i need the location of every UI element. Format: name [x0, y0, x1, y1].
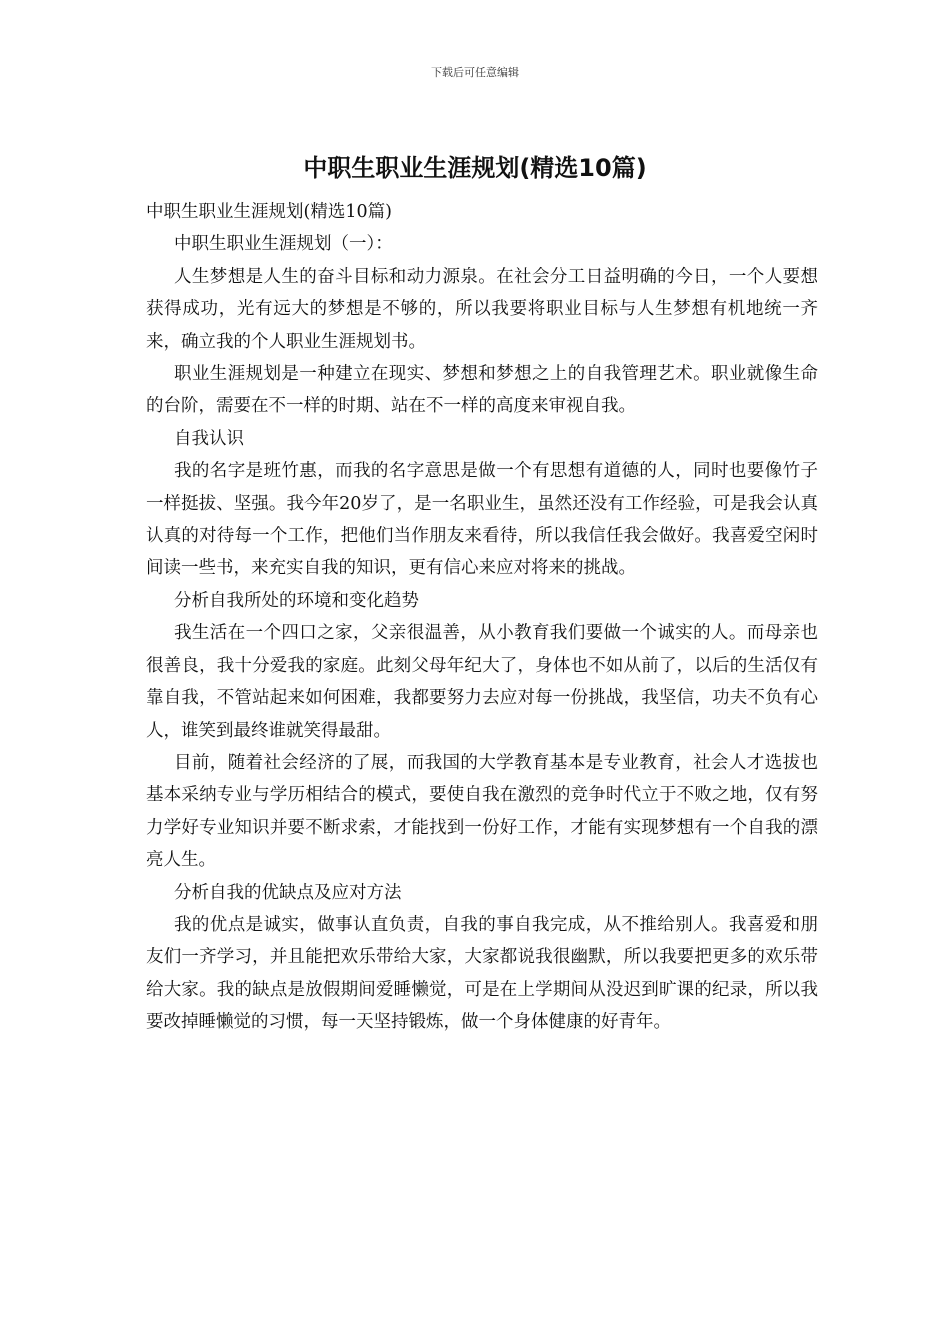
paragraph: 我生活在一个四口之家，父亲很温善，从小教育我们要做一个诚实的人。而母亲也很善良，我十分爱我的家庭。此刻父母年纪大了，身体也不如从前了，以后的生活仅有靠自我，不管站起来如何困难，我都要努力去应对每一份挑战，我坚信，功夫不负有心人，谁笑到最终谁就笑得最甜。: [146, 623, 818, 741]
paragraph: 人生梦想是人生的奋斗目标和动力源泉。在社会分工日益明确的今日，一个人要想获得成功，光有远大的梦想是不够的，所以我要将职业目标与人生梦想有机地统一齐来，确立我的个人职业生涯规划书。: [146, 266, 818, 352]
paragraph-subtitle: 中职生职业生涯规划(精选10篇): [146, 202, 392, 222]
paragraph: 目前，随着社会经济的了展，而我国的大学教育基本是专业教育，社会人才选拔也基本采纳专业与学历相结合的模式，要使自我在激烈的竞争时代立于不败之地，仅有努力学好专业知识并要不断求索，才能找到一份好工作，才能有实现梦想有一个自我的漂亮人生。: [146, 752, 818, 871]
paragraph: 职业生涯规划是一种建立在现实、梦想和梦想之上的自我管理艺术。职业就像生命的台阶，需要在不一样的时期、站在不一样的高度来审视自我。: [146, 364, 818, 417]
paragraph: 我的优点是诚实，做事认直负责，自我的事自我完成，从不推给别人。我喜爱和朋友们一齐学习，并且能把欢乐带给大家，大家都说我很幽默，所以我要把更多的欢乐带给大家。我的缺点是放假期间爱睡懒觉，可是在上学期间从没迟到旷课的纪录，所以我要改掉睡懒觉的习惯，每一天坚持锻炼，做一个身体健康的好青年。: [146, 914, 818, 1033]
document-title: 中职生职业生涯规划(精选10篇): [303, 154, 647, 182]
page-header-note: 下载后可任意编辑: [431, 66, 519, 79]
paragraph-heading-self-knowledge: 自我认识: [174, 428, 244, 449]
paragraph-section-heading: 中职生职业生涯规划（一）：: [174, 234, 393, 255]
paragraph-heading-strengths: 分析自我的优缺点及应对方法: [174, 882, 402, 903]
document-body: [146, 196, 818, 1039]
paragraph: 我的名字是班竹惠，而我的名字意思是做一个有思想有道德的人，同时也要像竹子一样挺拔、坚强。我今年20岁了，是一名职业生，虽然还没有工作经验，可是我会认真认真的对待每一个工作，把他们当作朋友来看待，所以我信任我会做好。我喜爱空闲时间读一些书，来充实自我的知识，更有信心来应对将来的挑战。: [146, 461, 818, 579]
paragraph-heading-environment: 分析自我所处的环境和变化趋势: [174, 590, 419, 611]
